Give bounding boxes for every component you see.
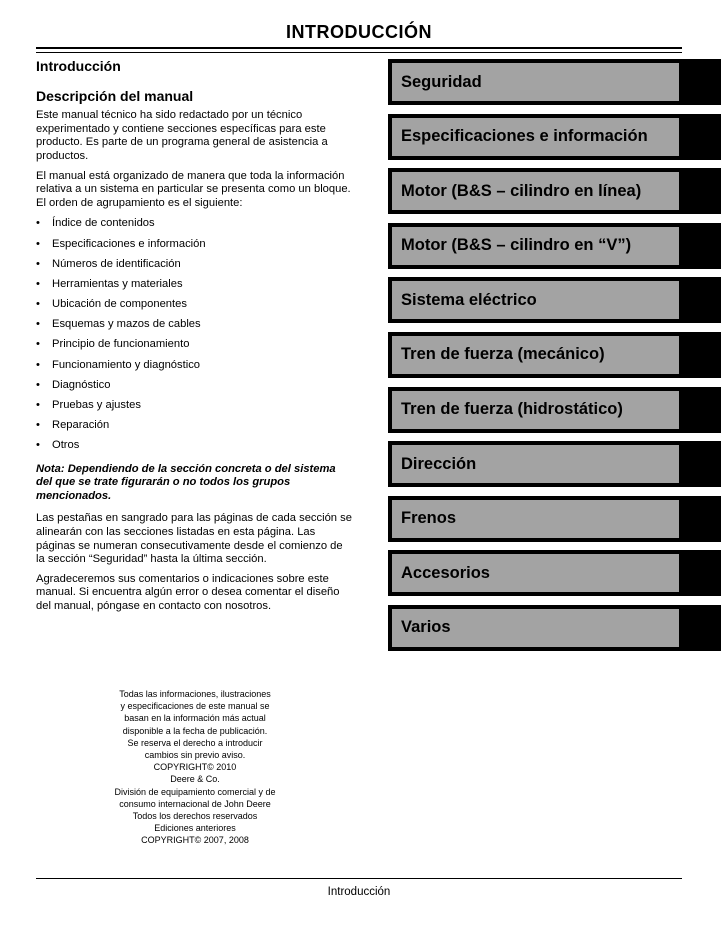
list-item: • Índice de contenidos: [36, 216, 354, 236]
subtitle: Descripción del manual: [36, 87, 194, 104]
intro-column: [36, 60, 354, 620]
footer-rule: [36, 878, 682, 879]
copyright-line: Deere & Co.: [170, 774, 220, 785]
tab-label: Dirección: [401, 454, 477, 473]
header-rule-thin: [36, 52, 682, 53]
tab-face: [392, 336, 679, 374]
footer-section-name: Introducción: [327, 886, 391, 898]
tab-label: Accesorios: [401, 563, 490, 582]
copyright-notice: [96, 688, 294, 847]
list-item: • Reparación: [36, 418, 354, 438]
tab-label: Frenos: [401, 509, 457, 528]
list-item: • Números de identificación: [36, 257, 354, 277]
list-item: • Otros: [36, 438, 354, 458]
copyright-line: y especificaciones de este manual se: [120, 701, 270, 712]
copyright-line: Se reserva el derecho a introducir: [127, 737, 263, 748]
list-item: • Ubicación de componentes: [36, 297, 354, 317]
copyright-line: COPYRIGHT© 2010: [153, 762, 237, 773]
note: Nota: Dependiendo de la sección concreta o del sistema del que se trate figurarán o no todos los grupos mencionados.: [36, 462, 336, 502]
tab-face: [392, 445, 679, 483]
tab-face: [392, 281, 679, 319]
tab-face: [392, 227, 679, 265]
tab-label: Seguridad: [401, 72, 482, 91]
copyright-line: basan en la información más actual: [124, 713, 266, 724]
list-item: • Esquemas y mazos de cables: [36, 317, 354, 337]
section-tab-motor-v[interactable]: [388, 223, 721, 269]
list-item: • Diagnóstico: [36, 378, 354, 398]
tab-label: Motor (B&S – cilindro en línea): [401, 181, 642, 200]
contents-list: [36, 216, 354, 458]
section-tab-direccion[interactable]: [388, 441, 721, 487]
copyright-line: consumo internacional de John Deere: [119, 798, 271, 809]
paragraph: Agradeceremos sus comentarios o indicaciones sobre este manual. Si encuentra algún error o desea comentar el diseño del manual, póngase en contacto con nosotros.: [36, 572, 340, 612]
tab-face: [392, 172, 679, 210]
section-tab-varios[interactable]: [388, 605, 721, 651]
paragraph: Este manual técnico ha sido redactado por un técnico experimentado y contiene secciones específicas para este producto. Es parte de un programa general de asistencia a productos.: [36, 109, 328, 162]
section-tabs: [388, 59, 721, 660]
copyright-line: disponible a la fecha de publicación.: [122, 725, 268, 736]
copyright-line: COPYRIGHT© 2007, 2008: [141, 835, 249, 846]
paragraph: El manual está organizado de manera que toda la información relativa a un sistema en particular se presenta como un bloque. El orden de agrupamiento es el siguiente:: [36, 169, 351, 209]
tab-face: [392, 118, 679, 156]
section-title: Introducción: [36, 58, 121, 74]
tab-face: [392, 63, 679, 101]
section-tab-frenos[interactable]: [388, 496, 721, 542]
copyright-line: cambios sin previo aviso.: [144, 750, 246, 761]
section-tab-especificaciones[interactable]: [388, 114, 721, 160]
section-tab-tren-mecanico[interactable]: [388, 332, 721, 378]
list-item: • Principio de funcionamiento: [36, 337, 354, 357]
tab-label: Tren de fuerza (hidrostático): [401, 400, 623, 419]
section-tab-accesorios[interactable]: [388, 550, 721, 596]
copyright-line: Todos los derechos reservados: [132, 811, 258, 822]
section-tab-tren-hidrostatico[interactable]: [388, 387, 721, 433]
page-title: INTRODUCCIÓN: [286, 22, 432, 42]
tab-face: [392, 391, 679, 429]
tab-face: [392, 609, 679, 647]
tab-label: Especificaciones e información: [401, 127, 648, 146]
tab-label: Sistema eléctrico: [401, 290, 537, 309]
copyright-line: Todas las informaciones, ilustraciones: [119, 689, 271, 699]
tab-label: Tren de fuerza (mecánico): [401, 345, 605, 364]
section-tab-seguridad[interactable]: [388, 59, 721, 105]
list-item: • Funcionamiento y diagnóstico: [36, 358, 354, 378]
header-rule: [36, 47, 682, 49]
tab-face: [392, 500, 679, 538]
section-tab-motor-linea[interactable]: [388, 168, 721, 214]
copyright-line: División de equipamiento comercial y de: [114, 786, 276, 797]
paragraph: Las pestañas en sangrado para las páginas de cada sección se alinearán con las secciones listadas en esta página. Las páginas se numeran consecutivamente desde el comienzo de la sección “Seguridad” hasta la última sección.: [36, 512, 352, 566]
list-item: • Especificaciones e información: [36, 237, 354, 257]
list-item: • Pruebas y ajustes: [36, 398, 354, 418]
tab-label: Motor (B&S – cilindro en “V”): [401, 236, 632, 255]
copyright-line: Ediciones anteriores: [154, 823, 236, 834]
list-item: • Herramientas y materiales: [36, 277, 354, 297]
tab-face: [392, 554, 679, 592]
section-tab-sistema-electrico[interactable]: [388, 277, 721, 323]
tab-label: Varios: [401, 618, 451, 637]
